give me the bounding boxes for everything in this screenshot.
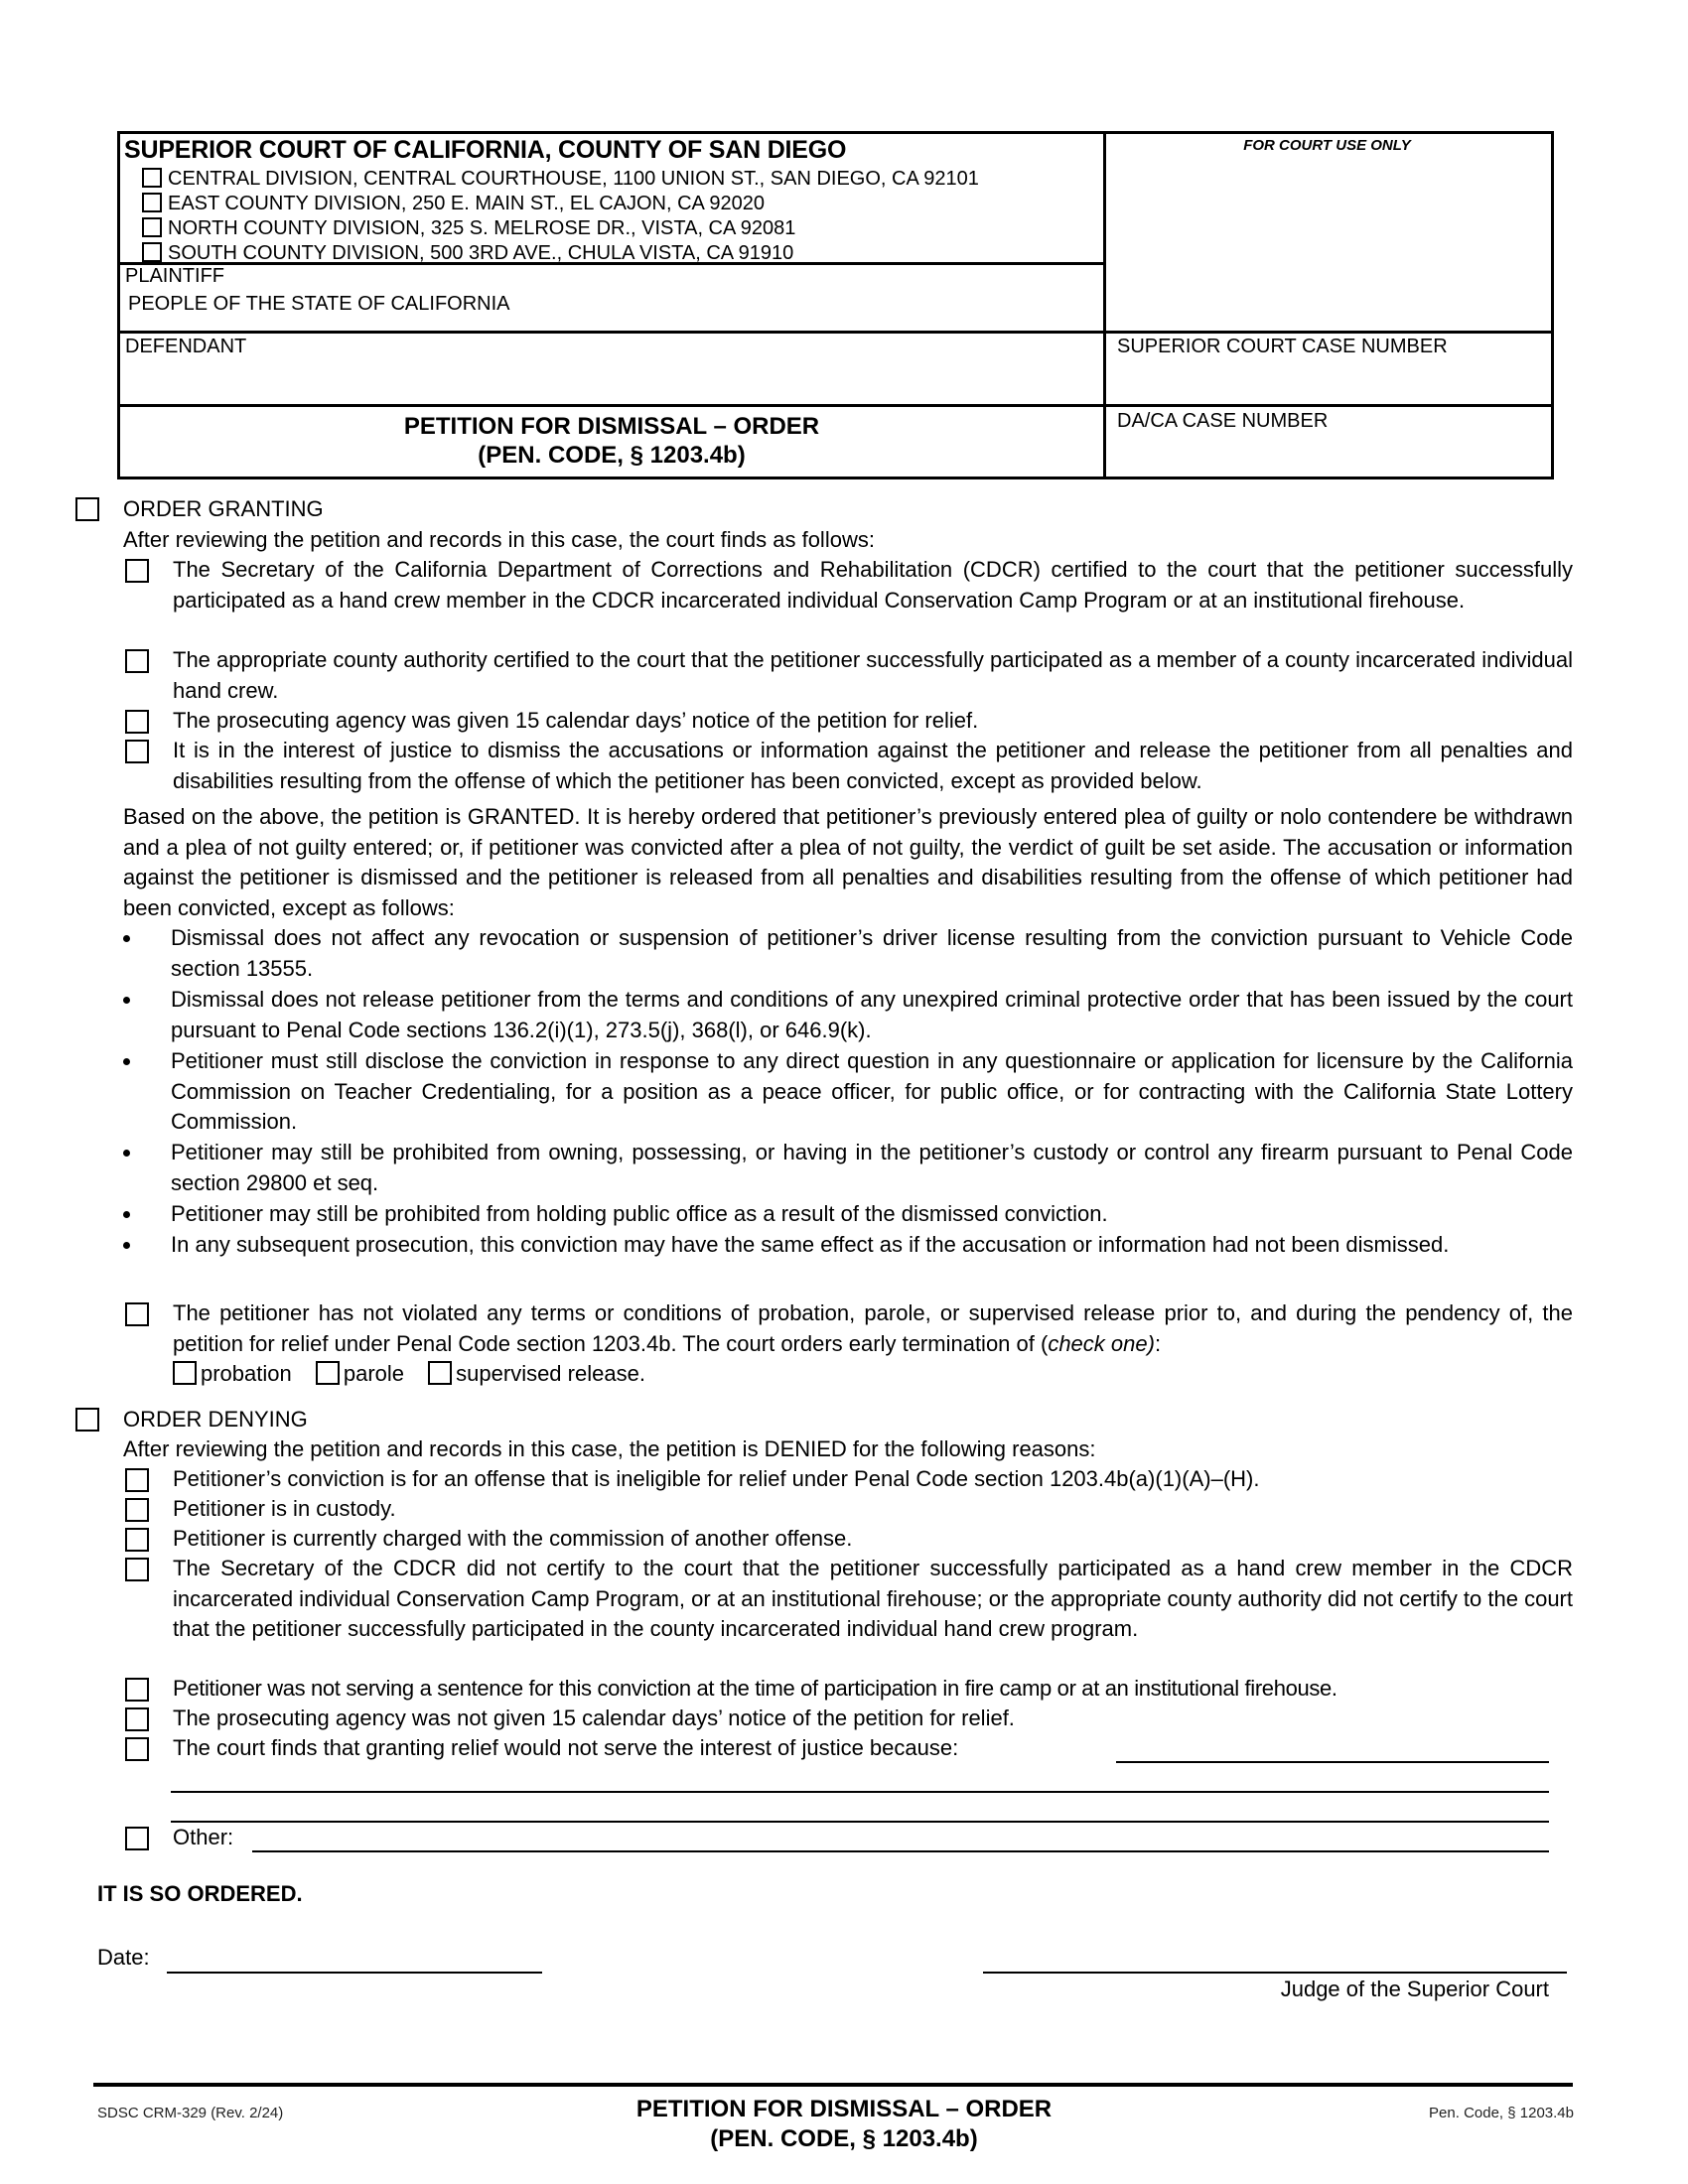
division-label-central: CENTRAL DIVISION, CENTRAL COURTHOUSE, 1100 UNION ST., SAN DIEGO, CA 92101 bbox=[168, 168, 979, 190]
other-label: Other: bbox=[173, 1825, 234, 1849]
reason-checkbox-no-notice[interactable] bbox=[125, 1707, 149, 1731]
early-termination-checkbox[interactable] bbox=[125, 1302, 149, 1326]
division-option-north[interactable] bbox=[142, 216, 795, 241]
finding-checkbox-justice[interactable] bbox=[125, 740, 149, 763]
reason-checkbox-ineligible[interactable] bbox=[125, 1468, 149, 1492]
exception-text: Dismissal does not release petitioner from the terms and conditions of any unexpired criminal protective order that has been issued by the court pursuant to Penal Code sections 136.2(i)(1), 273.5(j), 368(l), or 646.9(k). bbox=[171, 987, 1573, 1042]
bullet-icon bbox=[123, 1058, 130, 1065]
division-label-east: EAST COUNTY DIVISION, 250 E. MAIN ST., EL CAJON, CA 92020 bbox=[168, 193, 765, 214]
daca-case-number-field[interactable] bbox=[1117, 438, 1544, 468]
date-label: Date: bbox=[97, 1945, 150, 1970]
termination-parole-label: parole bbox=[343, 1361, 405, 1386]
document-title-line2: (PEN. CODE, § 1203.4b) bbox=[478, 442, 746, 469]
division-label-south: SOUTH COUNTY DIVISION, 500 3RD AVE., CHULA VISTA, CA 91910 bbox=[168, 242, 794, 264]
finding-checkbox-notice[interactable] bbox=[125, 710, 149, 734]
reason-checkbox-not-serving[interactable] bbox=[125, 1678, 149, 1702]
interest-of-justice-field-line3[interactable] bbox=[171, 1793, 1549, 1823]
interest-of-justice-field-line1[interactable] bbox=[1116, 1733, 1549, 1763]
document-title-line1: PETITION FOR DISMISSAL – ORDER bbox=[403, 413, 820, 440]
exception-text: Petitioner must still disclose the conviction in response to any direct question in any questionnaire or application for licensure by the California Commission on Teacher Credentialing, for a position as a peace officer, for public office, or for contracting with the California State Lottery Commission. bbox=[171, 1048, 1573, 1134]
early-termination-text: The petitioner has not violated any terms or conditions of probation, parole, or supervised release prior to, and during the pendency of, the petition for relief under Penal Code section 1203.4b. The court orders early termination of (check one): bbox=[173, 1300, 1573, 1356]
plaintiff-label: PLAINTIFF bbox=[125, 265, 225, 287]
denying-intro: After reviewing the petition and records in this case, the petition is DENIED for the following reasons: bbox=[123, 1436, 1096, 1461]
footer-code-reference: Pen. Code, § 1203.4b bbox=[1429, 2105, 1574, 2121]
court-title: SUPERIOR COURT OF CALIFORNIA, COUNTY OF SAN DIEGO bbox=[124, 136, 847, 164]
interest-of-justice-label: The court finds that granting relief would not serve the interest of justice because: bbox=[173, 1735, 959, 1760]
division-option-central[interactable] bbox=[142, 167, 979, 192]
termination-probation-label: probation bbox=[201, 1361, 292, 1386]
division-checkbox-north[interactable] bbox=[142, 217, 162, 237]
finding-checkbox-county[interactable] bbox=[125, 649, 149, 673]
finding-text: The appropriate county authority certified to the court that the petitioner successfully participated as a member of a county incarcerated individual hand crew. bbox=[173, 647, 1573, 703]
plaintiff-value[interactable]: PEOPLE OF THE STATE OF CALIFORNIA bbox=[128, 293, 510, 315]
order-denying-option[interactable] bbox=[75, 1405, 1575, 1436]
order-granting-option[interactable] bbox=[75, 494, 1575, 526]
exception-text: In any subsequent prosecution, this conviction may have the same effect as if the accusation or information had not been dismissed. bbox=[171, 1232, 1450, 1257]
bullet-icon bbox=[123, 997, 130, 1004]
exception-text: Petitioner may still be prohibited from holding public office as a result of the dismissed conviction. bbox=[171, 1201, 1108, 1226]
division-checkbox-south[interactable] bbox=[142, 242, 162, 262]
division-label-north: NORTH COUNTY DIVISION, 325 S. MELROSE DR., VISTA, CA 92081 bbox=[168, 217, 796, 239]
other-checkbox[interactable] bbox=[125, 1827, 149, 1850]
form-id: SDSC CRM-329 (Rev. 2/24) bbox=[97, 2105, 284, 2121]
divider bbox=[120, 404, 1551, 407]
reason-text: Petitioner’s conviction is for an offense that is ineligible for relief under Penal Code section 1203.4b(a)(1)(A)–(H). bbox=[173, 1466, 1260, 1491]
reason-text: Petitioner is currently charged with the commission of another offense. bbox=[173, 1526, 853, 1551]
bullet-icon bbox=[123, 1242, 130, 1249]
column-divider bbox=[1103, 134, 1106, 477]
reason-checkbox-custody[interactable] bbox=[125, 1498, 149, 1522]
reason-checkbox-interest-of-justice[interactable] bbox=[125, 1737, 149, 1761]
termination-options bbox=[173, 1359, 645, 1390]
reason-text: Petitioner was not serving a sentence for this conviction at the time of participation in fire camp or at an institutional firehouse. bbox=[173, 1676, 1337, 1701]
defendant-label: DEFENDANT bbox=[125, 336, 247, 357]
defendant-field[interactable] bbox=[128, 364, 1091, 394]
reason-checkbox-charged[interactable] bbox=[125, 1528, 149, 1552]
finding-text: The Secretary of the California Department of Corrections and Rehabilitation (CDCR) certified to the court that the petitioner successfully participated as a hand crew member in the CDCR incarcerated individual Conservation Camp Program or at an institutional firehouse. bbox=[173, 557, 1573, 613]
date-field[interactable] bbox=[167, 1944, 542, 1974]
superior-case-number-field[interactable] bbox=[1117, 364, 1544, 394]
superior-case-number-label: SUPERIOR COURT CASE NUMBER bbox=[1117, 336, 1448, 357]
order-paragraph: Based on the above, the petition is GRANTED. It is hereby ordered that petitioner’s previously entered plea of guilty or nolo contendere be withdrawn and a plea of not guilty entered; or, if petitioner was convicted after a plea of not guilty, the verdict of guilt be set aside. The accusation or information against the petitioner is dismissed and the petitioner is released from all penalties and disabilities resulting from the offense of which petitioner had been convicted, except as follows: bbox=[123, 804, 1573, 920]
judge-signature-line[interactable] bbox=[983, 1944, 1567, 1974]
reason-text: The prosecuting agency was not given 15 calendar days’ notice of the petition for relief. bbox=[173, 1706, 1015, 1730]
divider bbox=[120, 331, 1551, 334]
reason-checkbox-not-certified[interactable] bbox=[125, 1558, 149, 1581]
footer-title-line1: PETITION FOR DISMISSAL – ORDER bbox=[635, 2096, 1053, 2122]
bullet-icon bbox=[123, 1150, 130, 1157]
early-termination-item bbox=[125, 1298, 1573, 1394]
judge-label: Judge of the Superior Court bbox=[1280, 1977, 1549, 2001]
bullet-icon bbox=[123, 935, 130, 942]
daca-case-number-label: DA/CA CASE NUMBER bbox=[1117, 410, 1329, 432]
finding-text: The prosecuting agency was given 15 calendar days’ notice of the petition for relief. bbox=[173, 708, 979, 733]
termination-probation-checkbox[interactable] bbox=[173, 1361, 197, 1385]
order-granting-heading: ORDER GRANTING bbox=[123, 496, 324, 521]
caption-box bbox=[117, 131, 1554, 479]
termination-parole-checkbox[interactable] bbox=[316, 1361, 340, 1385]
other-field[interactable] bbox=[252, 1823, 1549, 1852]
order-denying-heading: ORDER DENYING bbox=[123, 1407, 308, 1432]
finding-text: It is in the interest of justice to dismiss the accusations or information against the petitioner and release the petitioner from all penalties and disabilities resulting from the offense of which the petitioner has been convicted, except as provided below. bbox=[173, 738, 1573, 793]
granting-intro: After reviewing the petition and records in this case, the court finds as follows: bbox=[123, 527, 875, 552]
exception-text: Dismissal does not affect any revocation or suspension of petitioner’s driver license resulting from the conviction pursuant to Vehicle Code section 13555. bbox=[171, 925, 1573, 981]
footer-title-line2: (PEN. CODE, § 1203.4b) bbox=[710, 2125, 978, 2152]
divider bbox=[120, 262, 1103, 265]
termination-supervised-release-checkbox[interactable] bbox=[428, 1361, 452, 1385]
termination-supervised-release-label: supervised release. bbox=[456, 1361, 645, 1386]
division-checkbox-central[interactable] bbox=[142, 168, 162, 188]
footer-divider bbox=[93, 2083, 1573, 2087]
division-checkbox-east[interactable] bbox=[142, 193, 162, 212]
order-granting-checkbox[interactable] bbox=[75, 497, 99, 521]
interest-of-justice-field-line2[interactable] bbox=[171, 1763, 1549, 1793]
order-denying-checkbox[interactable] bbox=[75, 1408, 99, 1432]
reason-text: The Secretary of the CDCR did not certify to the court that the petitioner successfully participated as a hand crew member in the CDCR incarcerated individual Conservation Camp Program, or at an institutional firehouse; or the appropriate county authority did not certify to the court that the petitioner successfully participated in the county incarcerated individual hand crew program. bbox=[173, 1556, 1573, 1641]
reason-text: Petitioner is in custody. bbox=[173, 1496, 396, 1521]
so-ordered-text: IT IS SO ORDERED. bbox=[97, 1881, 303, 1906]
bullet-icon bbox=[123, 1211, 130, 1218]
exception-text: Petitioner may still be prohibited from owning, possessing, or having in the petitioner’s custody or control any firearm pursuant to Penal Code section 29800 et seq. bbox=[171, 1140, 1573, 1195]
division-option-east[interactable] bbox=[142, 192, 765, 216]
for-court-use-only-label: FOR COURT USE ONLY bbox=[1243, 137, 1411, 154]
finding-checkbox-cdcr[interactable] bbox=[125, 559, 149, 583]
